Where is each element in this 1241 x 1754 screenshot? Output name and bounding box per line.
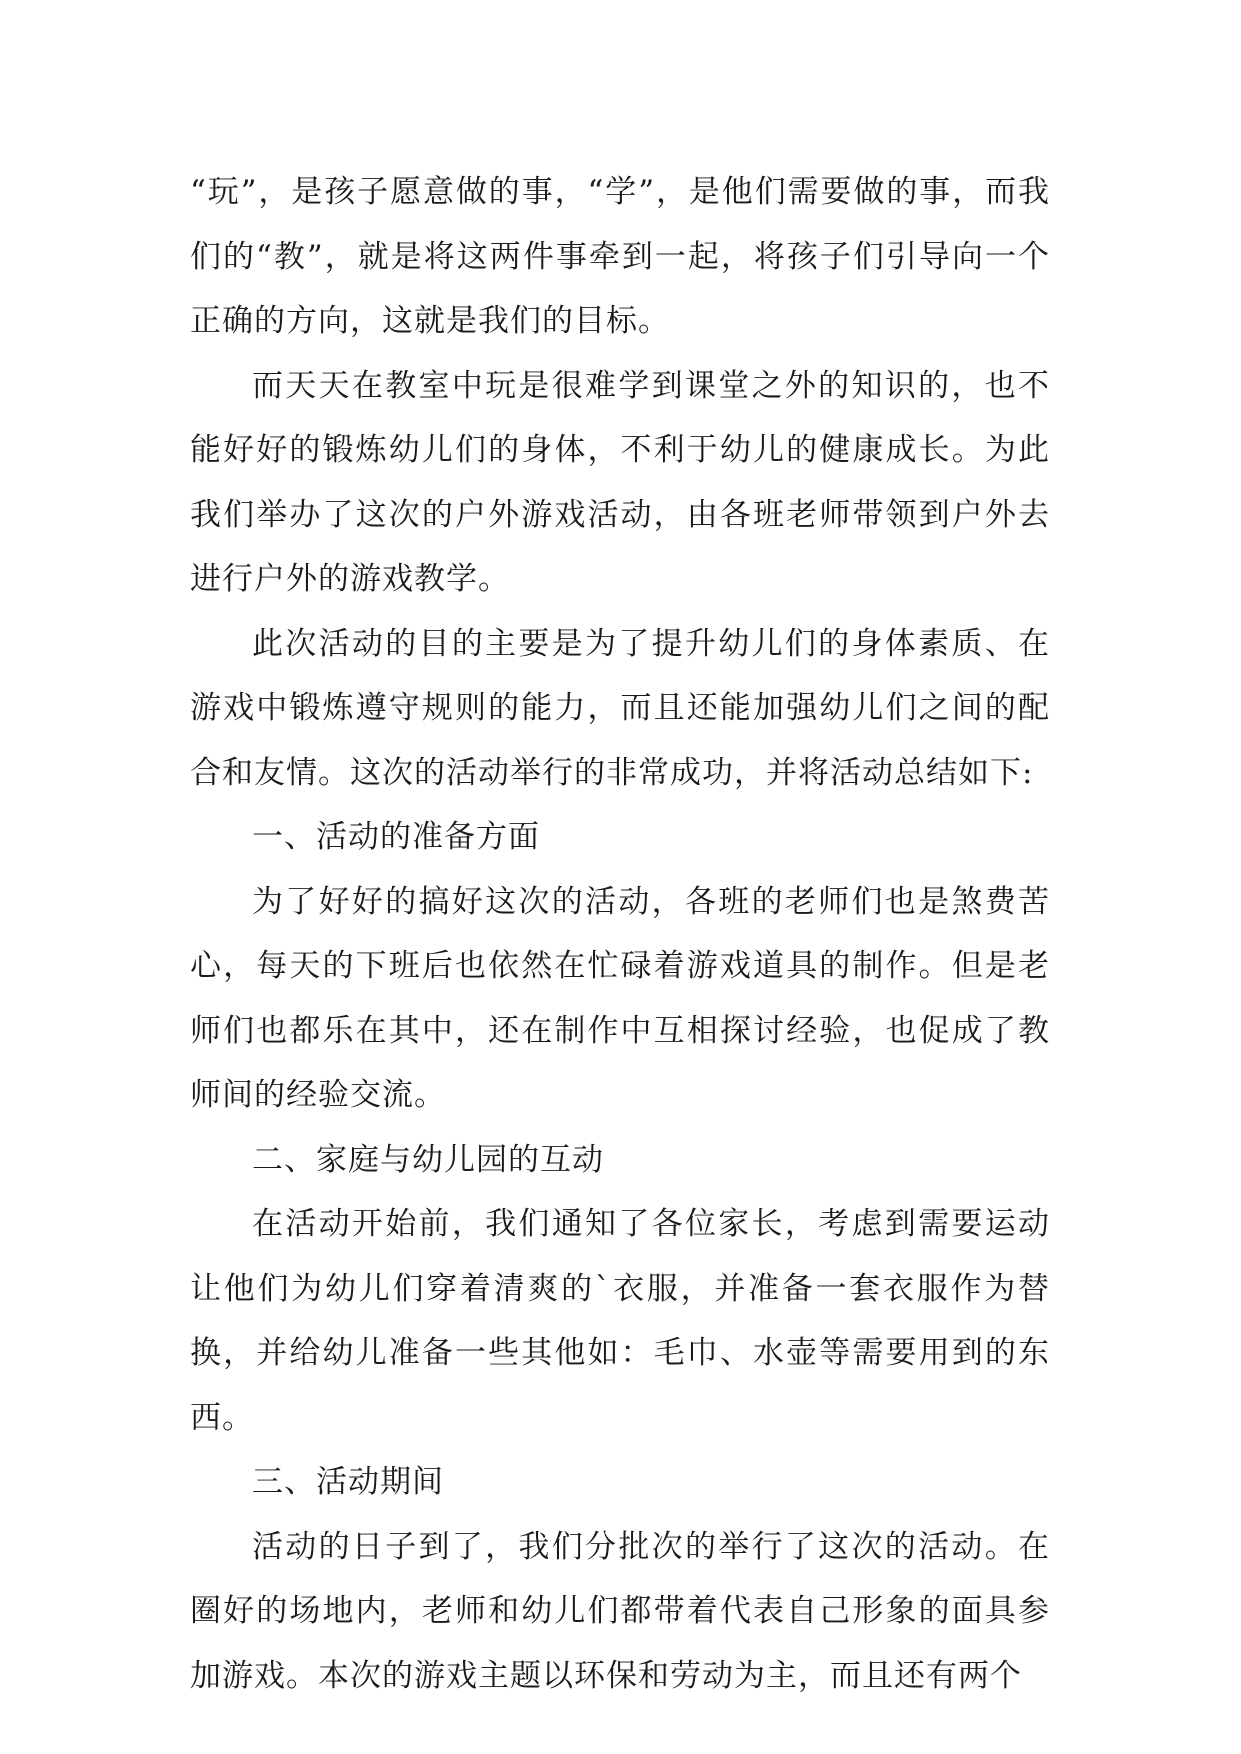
paragraph-during-activity: 活动的日子到了，我们分批次的举行了这次的活动。在圈好的场地内，老师和幼儿们都带着代表自己形象的面具参加游戏。本次的游戏主题以环保和劳动为主，而且还有两个 [190, 1528, 1050, 1694]
document-body [190, 160, 1050, 1708]
paragraph-preparation: 为了好好的搞好这次的活动，各班的老师们也是煞费苦心，每天的下班后也依然在忙碌着游戏道具的制作。但是老师们也都乐在其中，还在制作中互相探讨经验，也促成了教师间的经验交流。 [190, 883, 1050, 1113]
section-heading-family-interaction: 二、家庭与幼儿园的互动 [252, 1141, 604, 1178]
paragraph-intro: “玩”，是孩子愿意做的事，“学”，是他们需要做的事，而我们的“教”，就是将这两件事牵到一起，将孩子们引导向一个正确的方向，这就是我们的目标。 [190, 174, 1050, 339]
paragraph-purpose-context: 而天天在教室中玩是很难学到课堂之外的知识的，也不能好好的锻炼幼儿们的身体，不利于幼儿的健康成长。为此我们举办了这次的户外游戏活动，由各班老师带领到户外去进行户外的游戏教学。 [190, 367, 1050, 597]
paragraph-activity-goal: 此次活动的目的主要是为了提升幼儿们的身体素质、在游戏中锻炼遵守规则的能力，而且还能加强幼儿们之间的配合和友情。这次的活动举行的非常成功，并将活动总结如下: [190, 625, 1050, 791]
section-heading-during-activity: 三、活动期间 [252, 1464, 444, 1500]
paragraph-family-interaction: 在活动开始前，我们通知了各位家长，考虑到需要运动让他们为幼儿们穿着清爽的`衣服，并准备一套衣服作为替换，并给幼儿准备一些其他如：毛巾、水壶等需要用到的东西。 [190, 1206, 1050, 1436]
section-heading-preparation: 一、活动的准备方面 [252, 819, 540, 855]
